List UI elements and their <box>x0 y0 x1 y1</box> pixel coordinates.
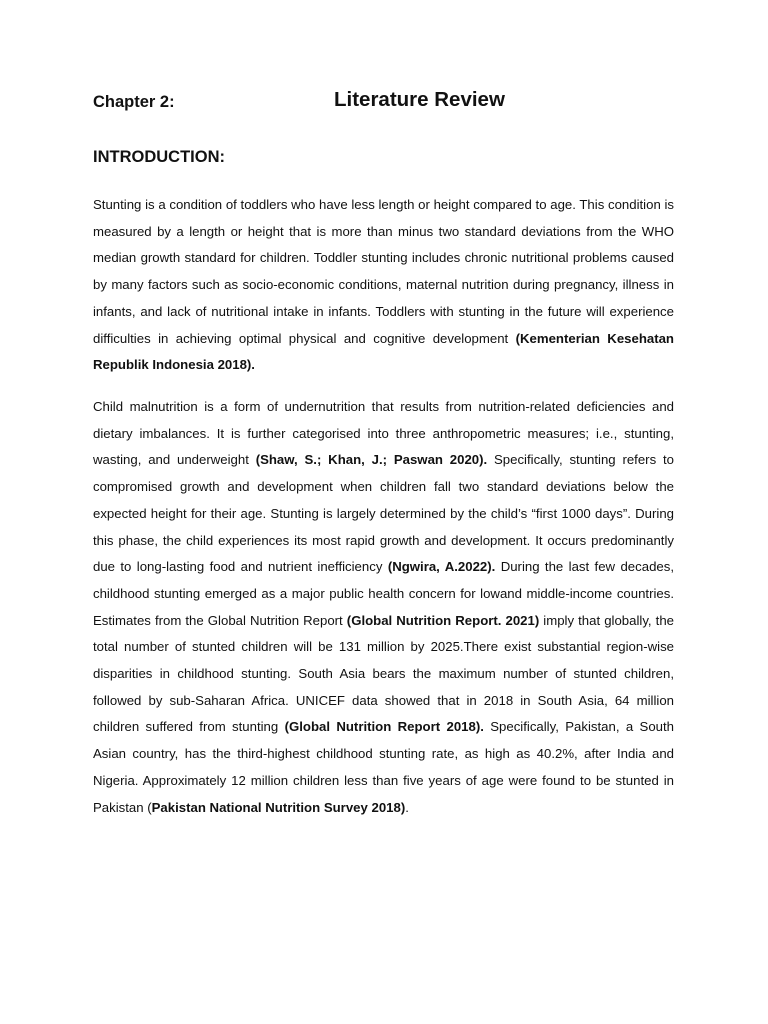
body-paragraph <box>93 394 674 821</box>
paragraph-text: imply that globally, the total number of stunted children will be 131 million by 2025.There exist substantial region-wise disparities in childhood stunting. South Asia bears the maximum number of stunted children, followed by sub-Saharan Africa. UNICEF data showed that in 2018 in South Asia, 64 million children suffered from stunting <box>93 612 674 735</box>
paragraph-text: During the last few decades, childhood stunting emerged as a major public health concern for lowand middle-income countries. Estimates from the Global Nutrition Report <box>93 559 674 628</box>
paragraph-text: Stunting is a condition of toddlers who have less length or height compared to age. This condition is measured by a length or height that is more than minus two standard deviations from the WHO median growth standard for children. Toddler stunting includes chronic nutritional problems caused by many factors such as socio-economic conditions, maternal nutrition during pregnancy, illness in infants, and lack of nutritional intake in infants. Toddlers with stunting in the future will experience difficulties in achieving optimal physical and cognitive development <box>93 197 674 346</box>
citation: (Ngwira, A.2022). <box>387 559 496 575</box>
citation: Pakistan National Nutrition Survey 2018) <box>151 799 406 815</box>
citation: (Global Nutrition Report. 2021) <box>346 612 540 628</box>
paragraph-text: Specifically, Pakistan, a South Asian country, has the third-highest childhood stunting rate, as high as 40.2%, after India and Nigeria. Approximately 12 million children less than five years of age were found to be stunted in Pakistan ( <box>93 719 674 815</box>
paragraph-text: Child malnutrition is a form of undernutrition that results from nutrition-related deficiencies and dietary imbalances. It is further categorised into three anthropometric measures; i.e., stunting, wasting, and underweight <box>93 399 674 468</box>
section-heading: INTRODUCTION: <box>93 148 225 166</box>
citation: (Shaw, S.; Khan, J.; Paswan 2020). <box>255 452 488 468</box>
paragraph-text: . <box>405 799 409 815</box>
paragraph-text: Specifically, stunting refers to compromised growth and development when children fall two standard deviations below the expected height for their age. Stunting is largely determined by the child’s “first 1000 days”. During this phase, the child experiences its most rapid growth and development. It occurs predominantly due to long-lasting food and nutrient inefficiency <box>93 452 674 575</box>
chapter-title: Literature Review <box>334 88 505 111</box>
body-paragraph <box>93 192 674 379</box>
chapter-label: Chapter 2: <box>93 93 175 111</box>
chapter-heading <box>93 88 675 118</box>
citation: (Kementerian Kesehatan Republik Indonesia 2018). <box>93 330 674 373</box>
citation: (Global Nutrition Report 2018). <box>284 719 484 735</box>
